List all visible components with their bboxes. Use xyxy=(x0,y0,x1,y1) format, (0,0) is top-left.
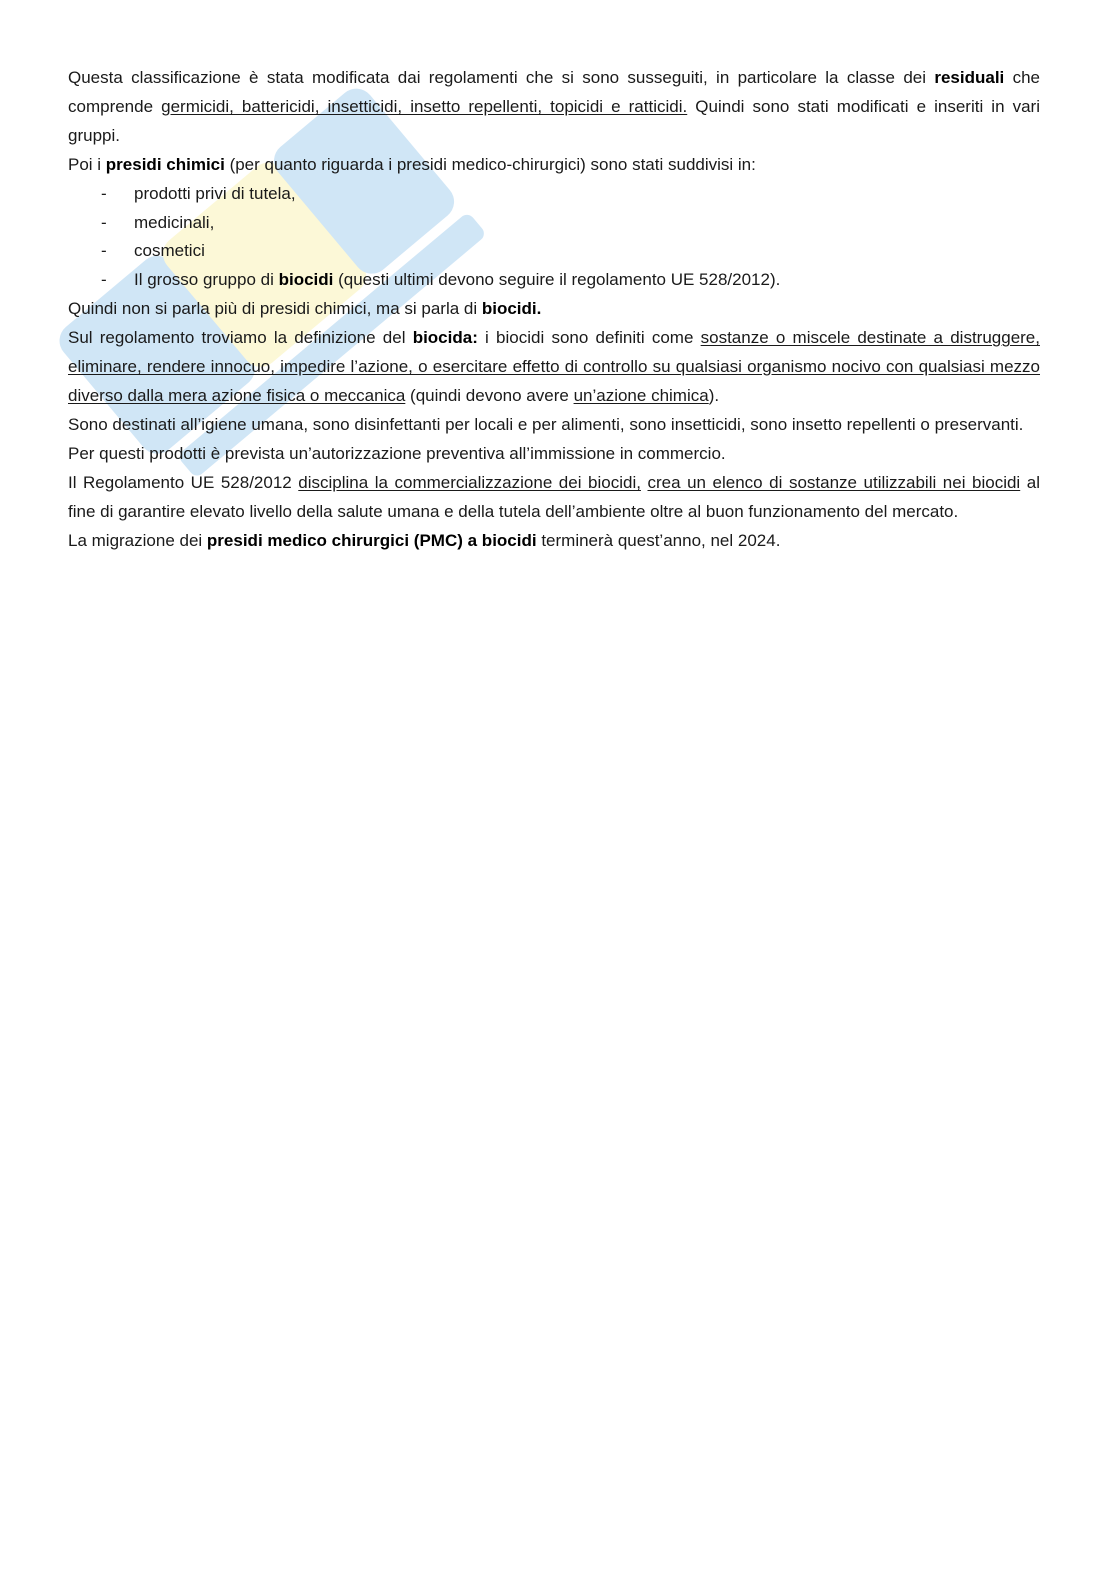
bold-presidi-chimici: presidi chimici xyxy=(105,154,225,174)
dash-bullet: - xyxy=(101,241,107,261)
list-item: - medicinali, xyxy=(68,209,1040,238)
underlined-disciplina: disciplina la commercializzazione dei biocidi, xyxy=(298,472,641,492)
dash-bullet: - xyxy=(101,212,107,232)
paragraph-autorizzazione: Per questi prodotti è prevista un’autorizzazione preventiva all’immissione in commercio. xyxy=(68,443,726,463)
dash-bullet: - xyxy=(101,270,107,290)
paragraph-migrazione: La migrazione dei presidi medico chirurgici (PMC) a biocidi terminerà quest’anno, nel 2024. xyxy=(68,530,781,550)
paragraph-biocidi: Quindi non si parla più di presidi chimici, ma si parla di biocidi. xyxy=(68,299,542,319)
document-body xyxy=(68,64,1040,555)
bold-biocidi-period: biocidi. xyxy=(481,299,542,319)
paragraph-presidi-chimici: Poi i presidi chimici (per quanto riguarda i presidi medico-chirurgici) sono stati suddivisi in: xyxy=(68,154,756,174)
underlined-elenco: crea un elenco di sostanze utilizzabili nei biocidi xyxy=(647,472,1021,492)
list-item: - prodotti privi di tutela, xyxy=(68,180,1040,209)
list-item: - cosmetici xyxy=(68,237,1040,266)
bold-biocidi: biocidi xyxy=(278,270,334,290)
dash-bullet: - xyxy=(101,183,107,203)
underlined-definition: sostanze o miscele destinate a distruggere, eliminare, rendere innocuo, impedire l’azione, o esercitare effetto di controllo su qualsiasi organismo nocivo con qualsiasi mezzo diverso dalla mera azione fisica o meccanica xyxy=(68,328,1040,405)
paragraph-definizione-biocida: Sul regolamento troviamo la definizione del biocida: i biocidi sono definiti come sostanze o miscele destinate a distruggere, eliminare, rendere innocuo, impedire l’azione, o esercitare effetto di controllo su qualsiasi organismo nocivo con qualsiasi mezzo diverso dalla mera azione fisica o meccanica (quindi devono avere un’azione chimica). xyxy=(68,328,1040,405)
underlined-azione-chimica: un’azione chimica xyxy=(573,385,709,405)
bullet-list xyxy=(68,180,1040,296)
underlined-list: germicidi, battericidi, insetticidi, insetto repellenti, topicidi e ratticidi. xyxy=(161,96,688,116)
bold-residuali: residuali xyxy=(934,68,1005,87)
bold-biocida: biocida: xyxy=(412,328,478,348)
list-item: - Il grosso gruppo di biocidi (questi ultimi devono seguire il regolamento UE 528/2012). xyxy=(68,266,1040,295)
paragraph-residuali: Questa classificazione è stata modificata dai regolamenti che si sono susseguiti, in particolare la classe dei residuali che comprende germicidi, battericidi, insetticidi, insetto repellenti, topicidi e ratticidi. Quindi sono stati modificati e inseriti in vari gruppi. xyxy=(68,68,1040,145)
bold-pmc-biocidi: presidi medico chirurgici (PMC) a biocidi xyxy=(206,530,537,550)
paragraph-regolamento: Il Regolamento UE 528/2012 disciplina la commercializzazione dei biocidi, crea un elenco di sostanze utilizzabili nei biocidi al fine di garantire elevato livello della salute umana e della tutela dell’ambiente oltre al buon funzionamento del mercato. xyxy=(68,472,1040,521)
paragraph-destinati: Sono destinati all’igiene umana, sono disinfettanti per locali e per alimenti, sono insetticidi, sono insetto repellenti o preservanti. xyxy=(68,414,1024,434)
